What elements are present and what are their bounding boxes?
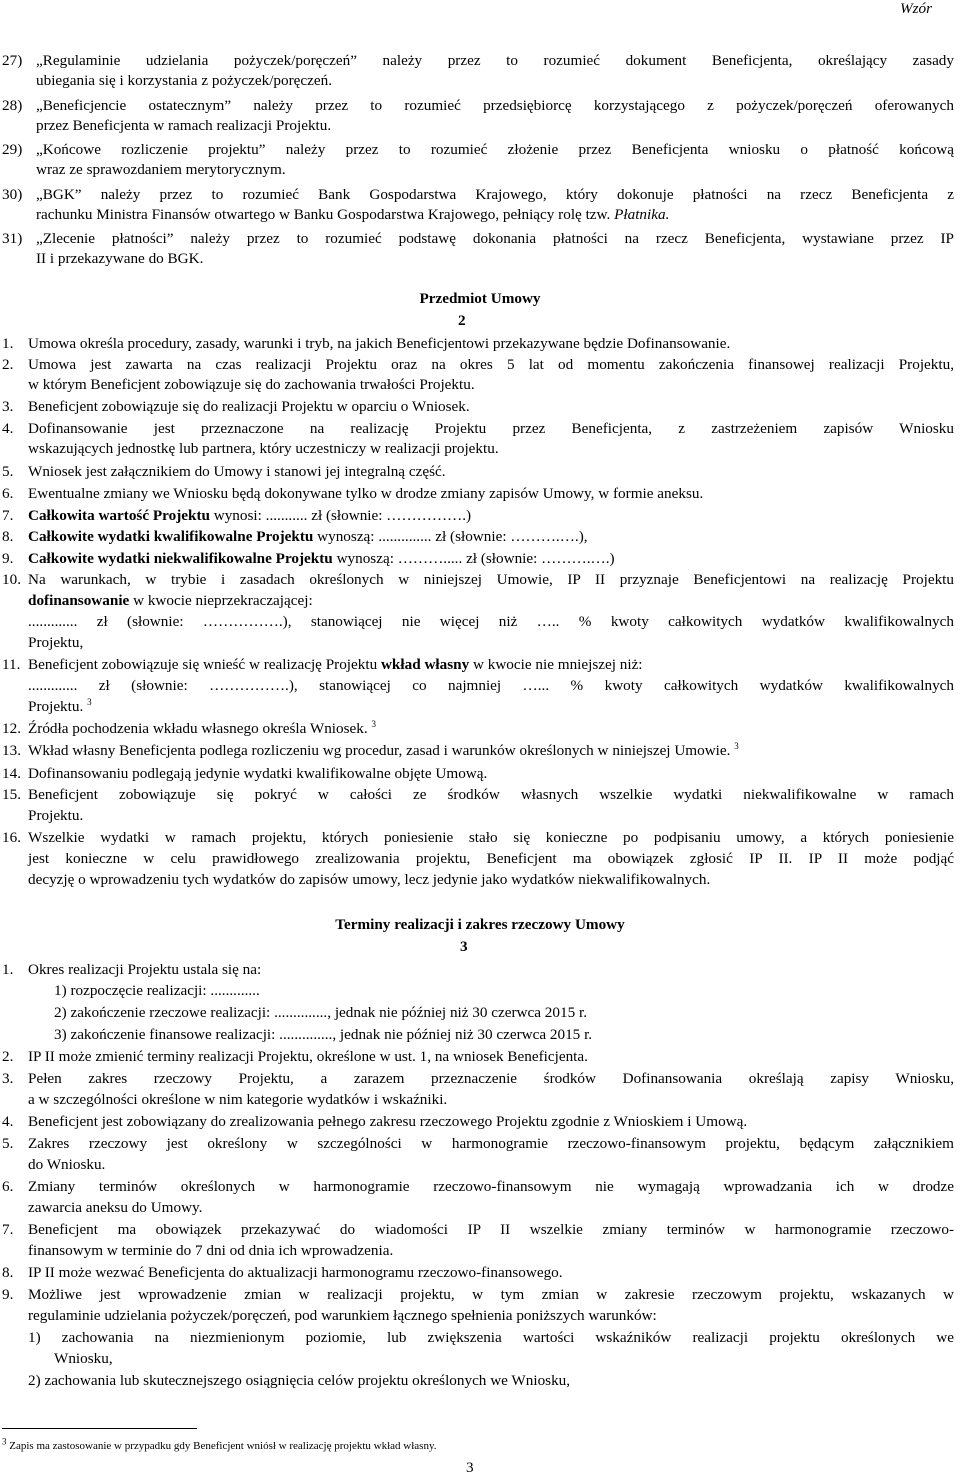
s2-item-1-text: Umowa określa procedury, zasady, warunki i tryb, na jakich Beneficjentowi przekazywane będzie Dofinansowanie.	[28, 335, 731, 352]
s3-item-5-line1: Zakres rzeczowy jest określony w szczególności w harmonogramie rzeczowo-finansowym projektu, będącym załącznikiem	[28, 1135, 954, 1152]
s2-item-10-line2	[28, 592, 313, 610]
s2-item-12-number: 12.	[2, 720, 21, 737]
header-template-label: Wzór	[900, 0, 933, 17]
s2-item-9-rest: wynoszą: ………..... zł (słownie: ……….….)	[332, 550, 615, 567]
s3-item-1-sub1: 1) rozpoczęcie realizacji: .............	[54, 982, 260, 999]
s2-item-2-line2: w którym Beneficjent zobowiązuje się do zachowania trwałości Projektu.	[28, 376, 475, 393]
s3-item-9-line2: regulaminie udzielania pożyczek/poręczeń, pod warunkiem łącznego spełnienia poniższych warunków:	[28, 1307, 657, 1324]
s2-item-7-rest: wynosi: ........... zł (słownie: …………….)	[209, 507, 472, 524]
s2-item-15-line2: Projektu.	[28, 807, 84, 824]
s2-item-7-text	[28, 507, 471, 525]
s2-item-15-number: 15.	[2, 786, 21, 803]
def-29-line2: wraz ze sprawozdaniem merytorycznym.	[36, 161, 286, 178]
s2-item-3-number: 3.	[2, 398, 14, 415]
s2-item-16-line1: Wszelkie wydatki w ramach projektu, których poniesienie stało się konieczne po podpisaniu umowy, a których poniesienie	[28, 829, 954, 846]
s2-item-2-line1: Umowa jest zawarta na czas realizacji Projektu oraz na okres 5 lat od momentu zakończenia finansowej realizacji Projektu,	[28, 356, 954, 373]
def-28-line1: „Beneficjencie ostatecznym” należy przez to rozumieć przedsiębiorcę korzystającego z pożyczek/poręczeń oferowanych	[36, 97, 954, 114]
s2-item-9-bold: Całkowite wydatki niekwalifikowalne Projektu	[28, 550, 333, 567]
s3-item-4-number: 4.	[2, 1113, 14, 1130]
s3-item-6-line2: zawarcia aneksu do Umowy.	[28, 1199, 203, 1216]
s3-item-1-sub3: 3) zakończenie finansowe realizacji: .............., jednak nie później niż 30 czerwca 2015 r.	[54, 1026, 593, 1043]
footnote-text: Zapis ma zastosowanie w przypadku gdy Beneficjent wniósł w realizację projektu wkład własny.	[9, 1440, 437, 1452]
s2-item-9-number: 9.	[2, 550, 14, 567]
s3-item-7-number: 7.	[2, 1221, 14, 1238]
s2-item-11-line1-c: w kwocie nie mniejszej niż:	[469, 656, 643, 673]
footnote-separator	[2, 1428, 197, 1429]
s2-item-9-text	[28, 550, 615, 568]
s3-item-5-number: 5.	[2, 1135, 14, 1152]
s2-item-11-line1-a: Beneficjent zobowiązuje się wnieść w realizację Projektu	[28, 656, 381, 673]
s2-item-11-number: 11.	[2, 656, 21, 673]
s3-item-7-line2: finansowym w terminie do 7 dni od dnia ich wprowadzenia.	[28, 1242, 394, 1259]
s2-item-8-text	[28, 528, 588, 546]
s3-item-8-number: 8.	[2, 1264, 14, 1281]
s2-item-15-line1: Beneficjent zobowiązuje się pokryć w całości ze środków własnych wszelkie wydatki niekwalifikowalne w ramach	[28, 786, 954, 803]
s2-item-11-line2: ............. zł (słownie: …………….), stanowiącej co najmniej …... % kwoty całkowitych wydatków kwalifikowalnych	[28, 677, 954, 694]
s2-item-8-rest: wynoszą: .............. zł (słownie: ……….….),	[313, 528, 588, 545]
s3-item-7-line1: Beneficjent ma obowiązek przekazywać do wiadomości IP II wszelkie zmiany terminów w harmonogramie rzeczowo-	[28, 1221, 954, 1238]
s2-item-8-bold: Całkowite wydatki kwalifikowalne Projektu	[28, 528, 314, 545]
def-31-line1: „Zlecenie płatności” należy przez to rozumieć podstawę dokonania płatności na rzecz Beneficjenta, wystawiane przez IP	[36, 230, 954, 247]
s2-item-12-text	[28, 720, 376, 738]
s3-item-1-sub2: 2) zakończenie rzeczowe realizacji: .............., jednak nie później niż 30 czerwca 2015 r.	[54, 1004, 587, 1021]
footnote	[2, 1436, 437, 1453]
footnote-marker: 3	[2, 1436, 7, 1447]
s2-item-7-bold: Całkowita wartość Projektu	[28, 507, 210, 524]
def-30-number: 30)	[2, 186, 23, 203]
s3-item-2-text: IP II może zmienić terminy realizacji Projektu, określone w ust. 1, na wniosek Beneficjenta.	[28, 1048, 588, 1065]
s2-item-16-line2: jest konieczne w celu prawidłowego zrealizowania projektu, Beneficjent ma obowiązek zgłosić IP II. IP II może podjąć	[28, 850, 954, 867]
s2-item-11-line3	[28, 698, 92, 716]
s2-item-5-text: Wniosek jest załącznikiem do Umowy i stanowi jej integralną część.	[28, 463, 446, 480]
s2-item-11-line3-text: Projektu.	[28, 698, 84, 715]
s2-item-4-line2: wskazujących jednostkę lub partnera, który uczestniczy w realizacji projektu.	[28, 440, 499, 457]
footnote-ref: 3	[734, 740, 739, 751]
s2-item-16-line3: decyzję o wprowadzeniu tych wydatków do zapisów umowy, lecz jedynie jako wydatków niekwalifikowalnych.	[28, 871, 711, 888]
s3-item-9-number: 9.	[2, 1286, 14, 1303]
s3-item-5-line2: do Wniosku.	[28, 1156, 106, 1173]
s2-item-10-line2-rest: w kwocie nieprzekraczającej:	[129, 592, 313, 609]
s3-item-3-line2: a w szczególności określone w nim kategorie wydatków i wskaźniki.	[28, 1091, 448, 1108]
section-3-paragraph: 3	[460, 938, 468, 955]
s2-item-6-number: 6.	[2, 485, 14, 502]
def-27-line2: ubiegania się i korzystania z pożyczek/poręczeń.	[36, 72, 333, 89]
section-3-title: Terminy realizacji i zakres rzeczowy Umowy	[335, 916, 625, 933]
s3-item-9-cond1-line1: 1) zachowania na niezmienionym poziomie, lub zwiększenia wartości wskaźników realizacji projektu określonych we	[28, 1329, 954, 1346]
def-30-line2	[36, 206, 669, 224]
section-2-paragraph: 2	[458, 312, 466, 329]
s2-item-4-number: 4.	[2, 420, 14, 437]
s2-item-13-number: 13.	[2, 742, 21, 759]
s3-item-1-text: Okres realizacji Projektu ustala się na:	[28, 961, 262, 978]
s3-item-8-text: IP II może wezwać Beneficjenta do aktualizacji harmonogramu rzeczowo-finansowego.	[28, 1264, 563, 1281]
s3-item-4-text: Beneficjent jest zobowiązany do zrealizowania pełnego zakresu rzeczowego Projektu zgodnie z Wnioskiem i Umową.	[28, 1113, 748, 1130]
s2-item-11-line1	[28, 656, 643, 674]
s2-item-3-text: Beneficjent zobowiązuje się do realizacji Projektu w oparciu o Wniosek.	[28, 398, 470, 415]
def-31-line2: II i przekazywane do BGK.	[36, 250, 204, 267]
s2-item-14-text: Dofinansowaniu podlegają jedynie wydatki kwalifikowalne objęte Umową.	[28, 765, 488, 782]
footnote-ref: 3	[371, 718, 376, 729]
def-29-number: 29)	[2, 141, 23, 158]
s2-item-10-line3: ............. zł (słownie: …………….), stanowiącej nie więcej niż ….. % kwoty całkowitych wydatków kwalifikowalnych	[28, 613, 954, 630]
s2-item-5-number: 5.	[2, 463, 14, 480]
s2-item-6-text: Ewentualne zmiany we Wniosku będą dokonywane tylko w drodze zmiany zapisów Umowy, w formie aneksu.	[28, 485, 704, 502]
footnote-ref: 3	[87, 696, 92, 707]
def-30-line2-italic: Płatnika.	[614, 206, 670, 223]
s3-item-6-line1: Zmiany terminów określonych w harmonogramie rzeczowo-finansowym nie wymagają wprowadzania ich w drodze	[28, 1178, 954, 1195]
s3-item-9-cond1-line2: Wniosku,	[54, 1350, 113, 1367]
s2-item-10-line4: Projektu,	[28, 634, 84, 651]
def-28-line2: przez Beneficjenta w ramach realizacji Projektu.	[36, 117, 332, 134]
s3-item-3-number: 3.	[2, 1070, 14, 1087]
s3-item-3-line1: Pełen zakres rzeczowy Projektu, a zarazem przeznaczenie środków Dofinansowania określają zapisy Wniosku,	[28, 1070, 954, 1087]
s3-item-9-line1: Możliwe jest wprowadzenie zmian w realizacji projektu, w tym zmian w zakresie rzeczowym projektu, wskazanych w	[28, 1286, 954, 1303]
s3-item-1-number: 1.	[2, 961, 14, 978]
s3-item-6-number: 6.	[2, 1178, 14, 1195]
def-31-number: 31)	[2, 230, 23, 247]
s2-item-16-number: 16.	[2, 829, 21, 846]
def-27-number: 27)	[2, 52, 23, 69]
def-29-line1: „Końcowe rozliczenie projektu” należy przez to rozumieć złożenie przez Beneficjenta wniosku o płatność końcową	[36, 141, 954, 158]
s2-item-8-number: 8.	[2, 528, 14, 545]
def-27-line1: „Regulaminie udzielania pożyczek/poręczeń” należy przez to rozumieć dokument Beneficjenta, określający zasady	[36, 52, 954, 69]
s2-item-2-number: 2.	[2, 356, 14, 373]
s2-item-4-line1: Dofinansowanie jest przeznaczone na realizację Projektu przez Beneficjenta, z zastrzeżeniem zapisów Wniosku	[28, 420, 954, 437]
s2-item-10-line1: Na warunkach, w trybie i zasadach określonych w niniejszej Umowie, IP II przyznaje Beneficjentowi na realizację Projektu	[28, 571, 954, 588]
s2-item-7-number: 7.	[2, 507, 14, 524]
s2-item-10-bold: dofinansowanie	[28, 592, 130, 609]
s3-item-2-number: 2.	[2, 1048, 14, 1065]
s2-item-12-body: Źródła pochodzenia wkładu własnego określa Wniosek.	[28, 720, 368, 737]
s2-item-13-text	[28, 742, 739, 760]
s2-item-1-number: 1.	[2, 335, 14, 352]
s2-item-11-bold: wkład własny	[380, 656, 470, 673]
def-30-line1: „BGK” należy przez to rozumieć Bank Gospodarstwa Krajowego, który dokonuje płatności na rzecz Beneficjenta z	[36, 186, 954, 203]
s2-item-13-body: Wkład własny Beneficjenta podlega rozliczeniu wg procedur, zasad i warunków określonych w niniejszej Umowie.	[28, 742, 731, 759]
def-28-number: 28)	[2, 97, 23, 114]
page-number: 3	[466, 1459, 474, 1476]
def-30-line2-text: rachunku Ministra Finansów otwartego w Banku Gospodarstwa Krajowego, pełniący rolę tzw.	[36, 206, 611, 223]
section-2-title: Przedmiot Umowy	[419, 290, 541, 307]
s2-item-14-number: 14.	[2, 765, 21, 782]
s3-item-9-cond2: 2) zachowania lub skutecznejszego osiągnięcia celów projektu określonych we Wniosku,	[28, 1372, 571, 1389]
s2-item-10-number: 10.	[2, 571, 21, 588]
